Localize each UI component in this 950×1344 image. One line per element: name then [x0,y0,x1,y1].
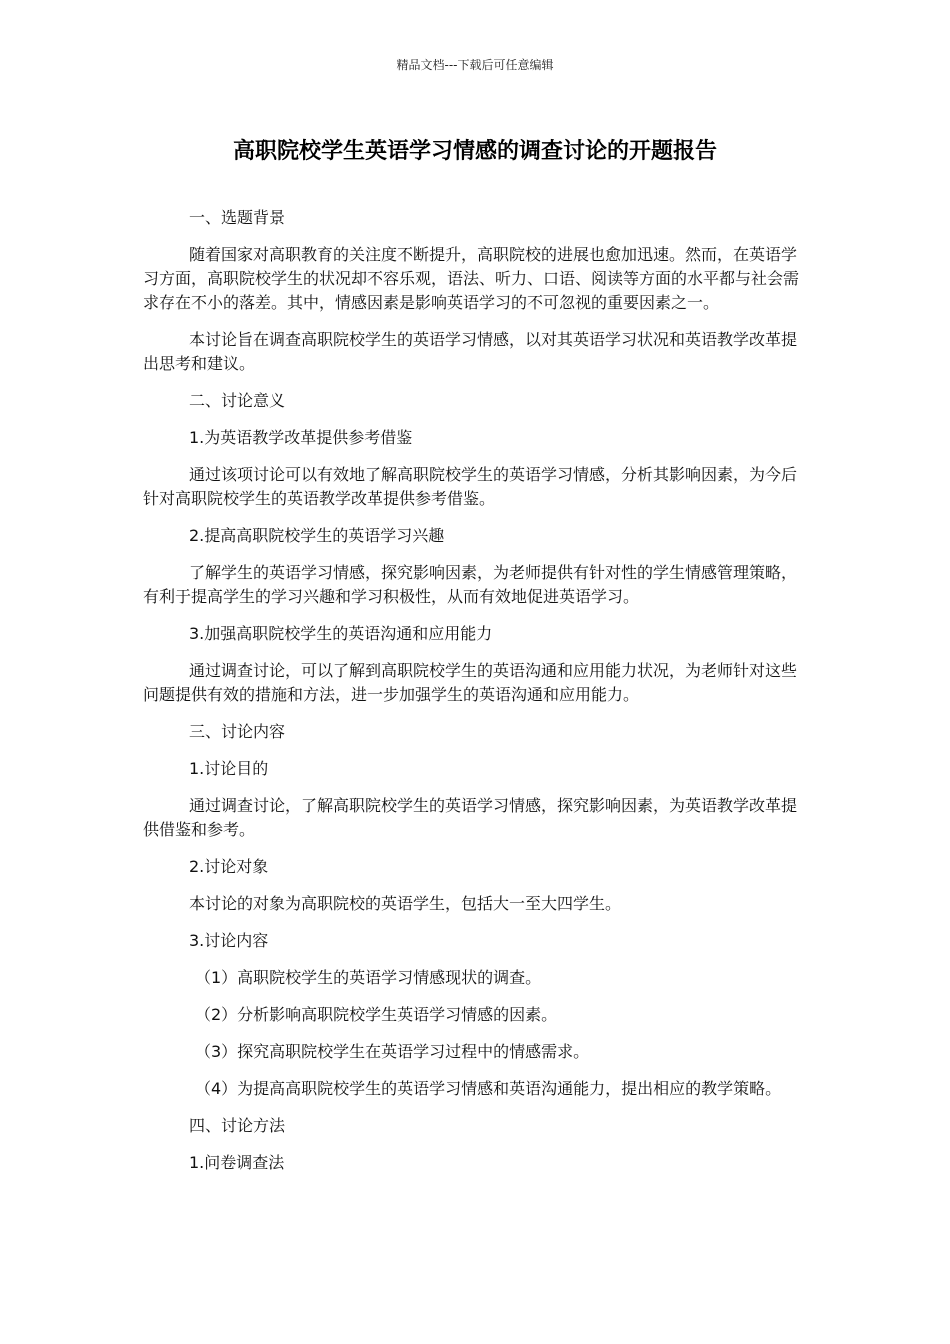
list-item: （4）为提高高职院校学生的英语学习情感和英语沟通能力，提出相应的教学策略。 [195,1079,782,1098]
section-heading: 二、讨论意义 [189,391,286,410]
list-item: （3）探究高职院校学生在英语学习过程中的情感需求。 [195,1042,590,1061]
subsection-heading: 1.为英语教学改革提供参考借鉴 [189,428,413,447]
subsection-heading: 1.讨论目的 [189,759,269,778]
page-header: 精品文档---下载后可任意编辑 [396,58,554,72]
subsection-heading: 3.加强高职院校学生的英语沟通和应用能力 [189,624,493,643]
list-item: （2）分析影响高职院校学生英语学习情感的因素。 [195,1005,558,1024]
section-heading: 一、选题背景 [189,208,286,227]
subsection-heading: 3.讨论内容 [189,931,269,950]
section-heading: 四、讨论方法 [189,1116,286,1135]
body-paragraph: 通过调查讨论，了解高职院校学生的英语学习情感，探究影响因素，为英语教学改革提供借鉴和参考。 [143,796,798,839]
body-paragraph: 通过该项讨论可以有效地了解高职院校学生的英语学习情感，分析其影响因素，为今后针对高职院校学生的英语教学改革提供参考借鉴。 [143,465,798,508]
section-heading: 三、讨论内容 [189,722,286,741]
body-paragraph: 通过调查讨论，可以了解到高职院校学生的英语沟通和应用能力状况，为老师针对这些问题提供有效的措施和方法，进一步加强学生的英语沟通和应用能力。 [143,661,798,704]
body-paragraph: 本讨论的对象为高职院校的英语学生，包括大一至大四学生。 [189,894,622,913]
document-body [143,206,807,1188]
body-paragraph: 随着国家对高职教育的关注度不断提升，高职院校的进展也愈加迅速。然而，在英语学习方面，高职院校学生的状况却不容乐观，语法、听力、口语、阅读等方面的水平都与社会需求存在不小的落差。其中，情感因素是影响英语学习的不可忽视的重要因素之一。 [143,245,800,312]
subsection-heading: 2.提高高职院校学生的英语学习兴趣 [189,526,445,545]
list-item: （1）高职院校学生的英语学习情感现状的调查。 [195,968,542,987]
subsection-heading: 2.讨论对象 [189,857,269,876]
body-paragraph: 了解学生的英语学习情感，探究影响因素，为老师提供有针对性的学生情感管理策略，有利于提高学生的学习兴趣和学习积极性，从而有效地促进英语学习。 [143,563,798,606]
body-paragraph: 本讨论旨在调查高职院校学生的英语学习情感，以对其英语学习状况和英语教学改革提出思考和建议。 [143,330,798,373]
subsection-heading: 1.问卷调查法 [189,1153,285,1172]
document-title: 高职院校学生英语学习情感的调查讨论的开题报告 [232,139,717,164]
